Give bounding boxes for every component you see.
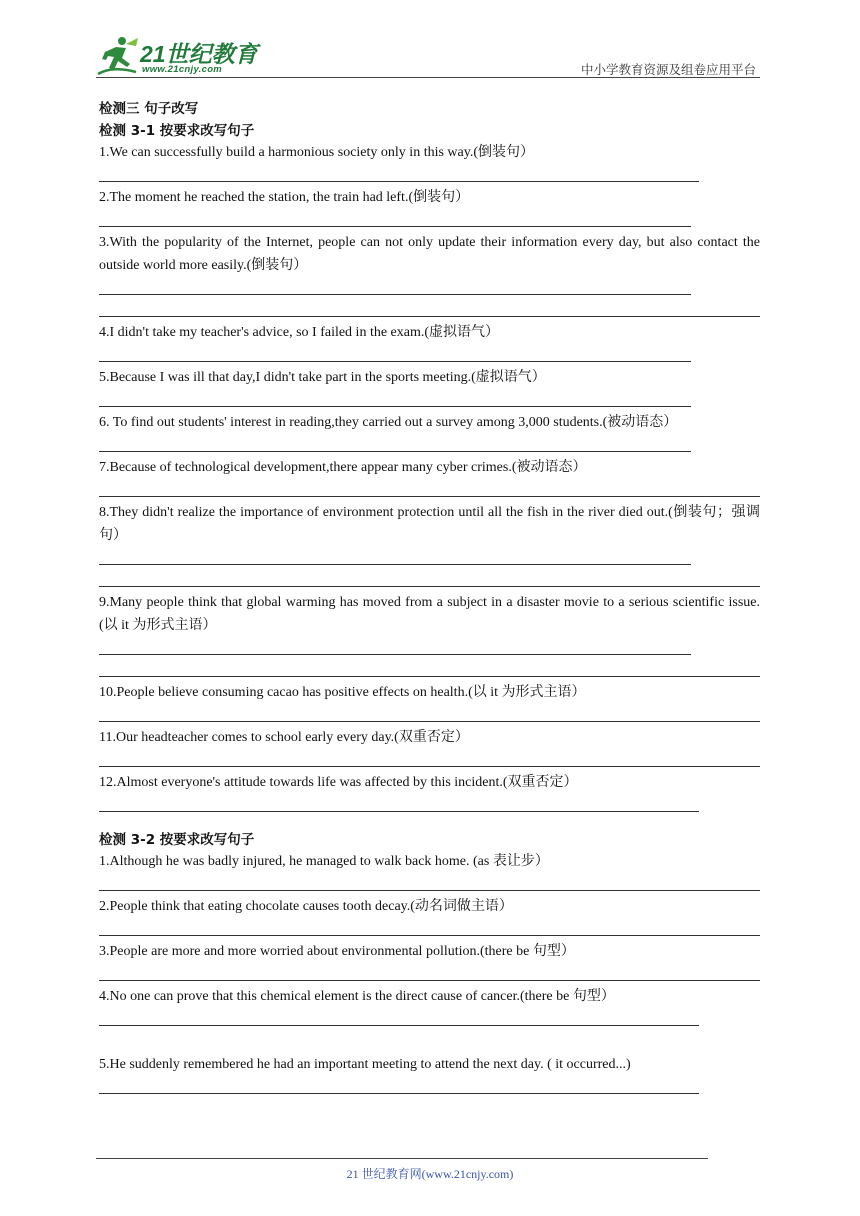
answer-line[interactable] [99,547,760,570]
footer-divider [96,1158,708,1159]
answer-line[interactable] [99,874,760,897]
answer-line[interactable] [99,795,760,818]
logo-text: 21世纪教育 [140,41,258,67]
runner-icon [96,34,140,78]
exercise-item [99,502,760,592]
exercise-text: 8.They didn't realize the importance of environment protection until all the fish in the river died out.(倒装句；强调句） [99,505,760,543]
answer-line[interactable] [99,165,760,188]
answer-line[interactable] [99,300,760,323]
worksheet-content [99,98,760,1099]
exercise-text: 12.Almost everyone's attitude towards life was affected by this incident.(双重否定） [99,775,578,790]
exercise-text: 2.The moment he reached the station, the train had left.(倒装句） [99,190,470,205]
page-header [96,30,760,78]
exercise-item [99,851,760,896]
part2-title: 检测 3-2 按要求改写句子 [99,832,255,848]
exercise-text: 9.Many people think that global warming has moved from a subject in a disaster movie to a serious scientific issue.(以 it 为形式主语） [99,595,760,633]
spacer [99,1031,760,1054]
answer-line[interactable] [99,919,760,942]
answer-line[interactable] [99,345,760,368]
exercise-text: 10.People believe consuming cacao has positive effects on health.(以 it 为形式主语） [99,685,586,700]
answer-line[interactable] [99,1076,760,1099]
exercise-text: 2.People think that eating chocolate causes tooth decay.(动名词做主语） [99,899,513,914]
exercise-text: 7.Because of technological development,there appear many cyber crimes.(被动语态） [99,460,587,475]
answer-line[interactable] [99,480,760,503]
exercise-item [99,772,760,817]
exercise-text: 4.No one can prove that this chemical element is the direct cause of cancer.(there be 句型） [99,989,615,1004]
answer-line[interactable] [99,964,760,987]
answer-line[interactable] [99,660,760,683]
exercise-item [99,412,760,457]
exercise-item [99,682,760,727]
exercise-item [99,986,760,1031]
platform-name: 中小学教育资源及组卷应用平台 [580,63,756,77]
answer-line[interactable] [99,210,760,233]
answer-line[interactable] [99,1009,760,1032]
answer-line[interactable] [99,390,760,413]
answer-line[interactable] [99,705,760,728]
exercise-item [99,1054,760,1099]
logo-url: www.21cnjy.com [142,64,223,75]
exercise-item [99,896,760,941]
exercise-text: 3.People are more and more worried about environmental pollution.(there be 句型） [99,944,575,959]
answer-line[interactable] [99,435,760,458]
answer-line[interactable] [99,637,760,660]
exercise-item [99,232,760,322]
exercise-text: 6. To find out students' interest in reading,they carried out a survey among 3,000 students.(被动语态） [99,415,678,430]
answer-line[interactable] [99,570,760,593]
exercise-item [99,187,760,232]
exercise-item [99,457,760,502]
answer-line[interactable] [99,277,760,300]
part1-title: 检测 3-1 按要求改写句子 [99,123,255,139]
exercise-text: 11.Our headteacher comes to school early every day.(双重否定） [99,730,469,745]
exercise-item [99,322,760,367]
exercise-text: 5.He suddenly remembered he had an important meeting to attend the next day. ( it occurred...) [99,1056,631,1072]
exercise-item [99,592,760,682]
exercise-text: 5.Because I was ill that day,I didn't take part in the sports meeting.(虚拟语气） [99,370,546,385]
footer-link[interactable]: 21 世纪教育网(www.21cnjy.com) [346,1167,514,1181]
exercise-item [99,367,760,412]
spacer [99,817,760,829]
exercise-text: 1.Although he was badly injured, he managed to walk back home. (as 表让步） [99,854,549,869]
logo [96,34,266,78]
section-title: 检测三 句子改写 [99,101,199,117]
exercise-text: 4.I didn't take my teacher's advice, so I failed in the exam.(虚拟语气） [99,325,500,340]
exercise-text: 1.We can successfully build a harmonious society only in this way.(倒装句） [99,145,534,160]
exercise-text: 3.With the popularity of the Internet, people can not only update their information every day, but also contact the outside world more easily.(倒装句） [99,235,760,273]
exercise-item [99,941,760,986]
answer-line[interactable] [99,750,760,773]
exercise-item [99,727,760,772]
exercise-item [99,142,760,187]
header-divider [96,77,760,78]
